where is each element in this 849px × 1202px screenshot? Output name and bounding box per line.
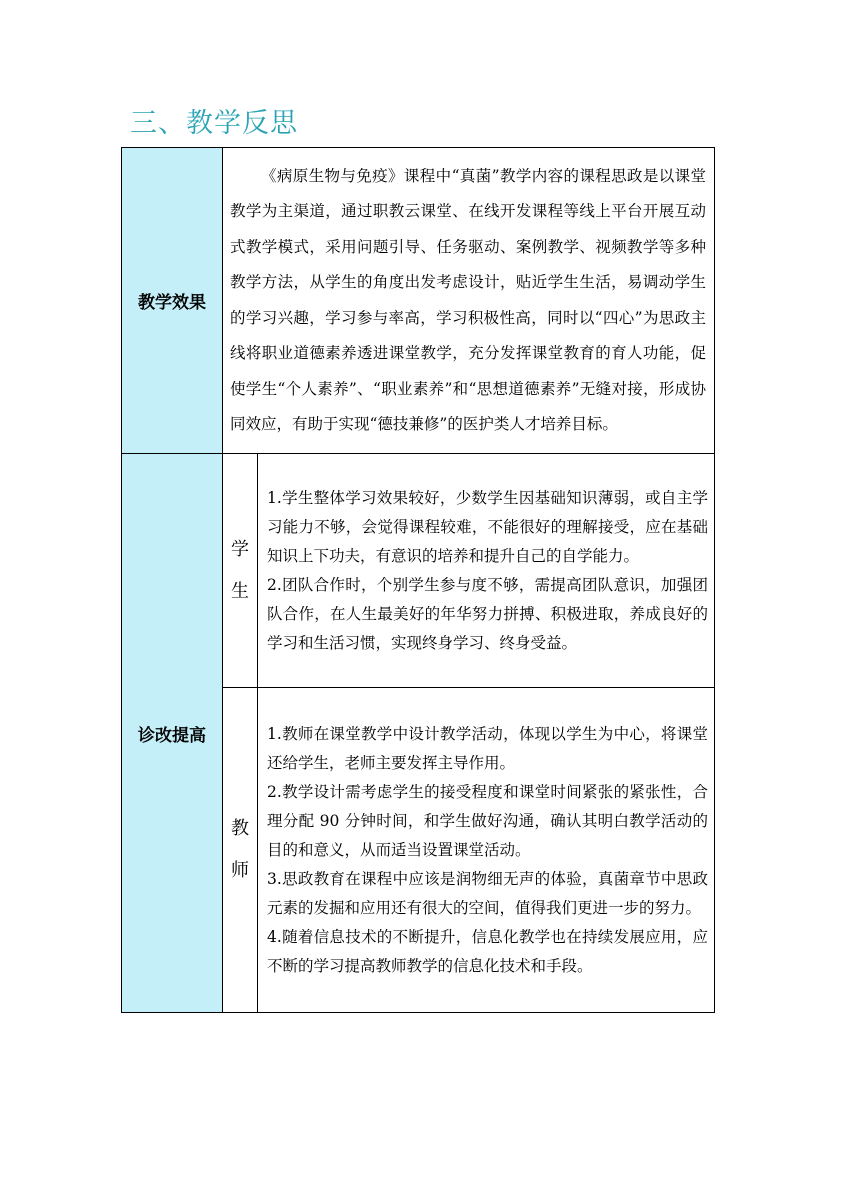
student-label-char-2: 生 (231, 580, 249, 602)
teacher-label (223, 688, 258, 1013)
section-title: 三、教学反思 (130, 108, 298, 139)
teaching-effect-row (122, 148, 715, 454)
improvement-label: 诊改提高 (122, 454, 223, 1013)
teaching-effect-label: 教学效果 (122, 148, 223, 454)
student-item: 2.团队合作时，个别学生参与度不够，需提高团队意识，加强团队合作，在人生最美好的年华努力拼搏、积极进取，养成良好的学习和生活习惯，实现终身学习、终身受益。 (267, 575, 709, 652)
teaching-effect-text: 《病原生物与免疫》课程中“真菌”教学内容的课程思政是以课堂教学为主渠道，通过职教云课堂、在线开发课程等线上平台开展互动式教学模式，采用问题引导、任务驱动、案例教学、视频教学等多种教学方法，从学生的角度出发考虑设计，贴近学生生活，易调动学生的学习兴趣，学习参与率高，学习积极性高，同时以“四心”为思政主线将职业道德素养透进课堂教学，充分发挥课堂教育的育人功能，促使学生“个人素养”、“职业素养”和“思想道德素养”无缝对接，形成协同效应，有助于实现“德技兼修”的医护类人才培养目标。 (223, 148, 715, 454)
teacher-label-char-1: 教 (231, 818, 249, 839)
teacher-item: 4.随着信息技术的不断提升，信息化教学也在持续发展应用，应不断的学习提高教师教学的信息化技术和手段。 (267, 927, 709, 975)
teacher-reflection-list (258, 688, 715, 1013)
teacher-item: 1.教师在课堂教学中设计教学活动，体现以学生为中心，将课堂还给学生，老师主要发挥主导作用。 (267, 724, 709, 772)
student-reflection-list (258, 454, 715, 688)
teacher-label-char-2: 师 (231, 860, 249, 881)
student-label (223, 454, 258, 688)
teacher-item: 3.思政教育在课程中应该是润物细无声的体验，真菌章节中思政元素的发掘和应用还有很大的空间，值得我们更进一步的努力。 (267, 869, 709, 917)
student-row (122, 454, 715, 688)
student-label-char-1: 学 (231, 538, 249, 560)
teacher-item: 2.教学设计需考虑学生的接受程度和课堂时间紧张的紧张性，合理分配 90 分钟时间，和学生做好沟通，确认其明白教学活动的目的和意义，从而适当设置课堂活动。 (267, 782, 709, 859)
student-item: 1.学生整体学习效果较好，少数学生因基础知识薄弱，或自主学习能力不够，会觉得课程较难，不能很好的理解接受，应在基础知识上下功夫，有意识的培养和提升自己的自学能力。 (267, 488, 709, 565)
teaching-reflection-table (121, 147, 715, 1013)
